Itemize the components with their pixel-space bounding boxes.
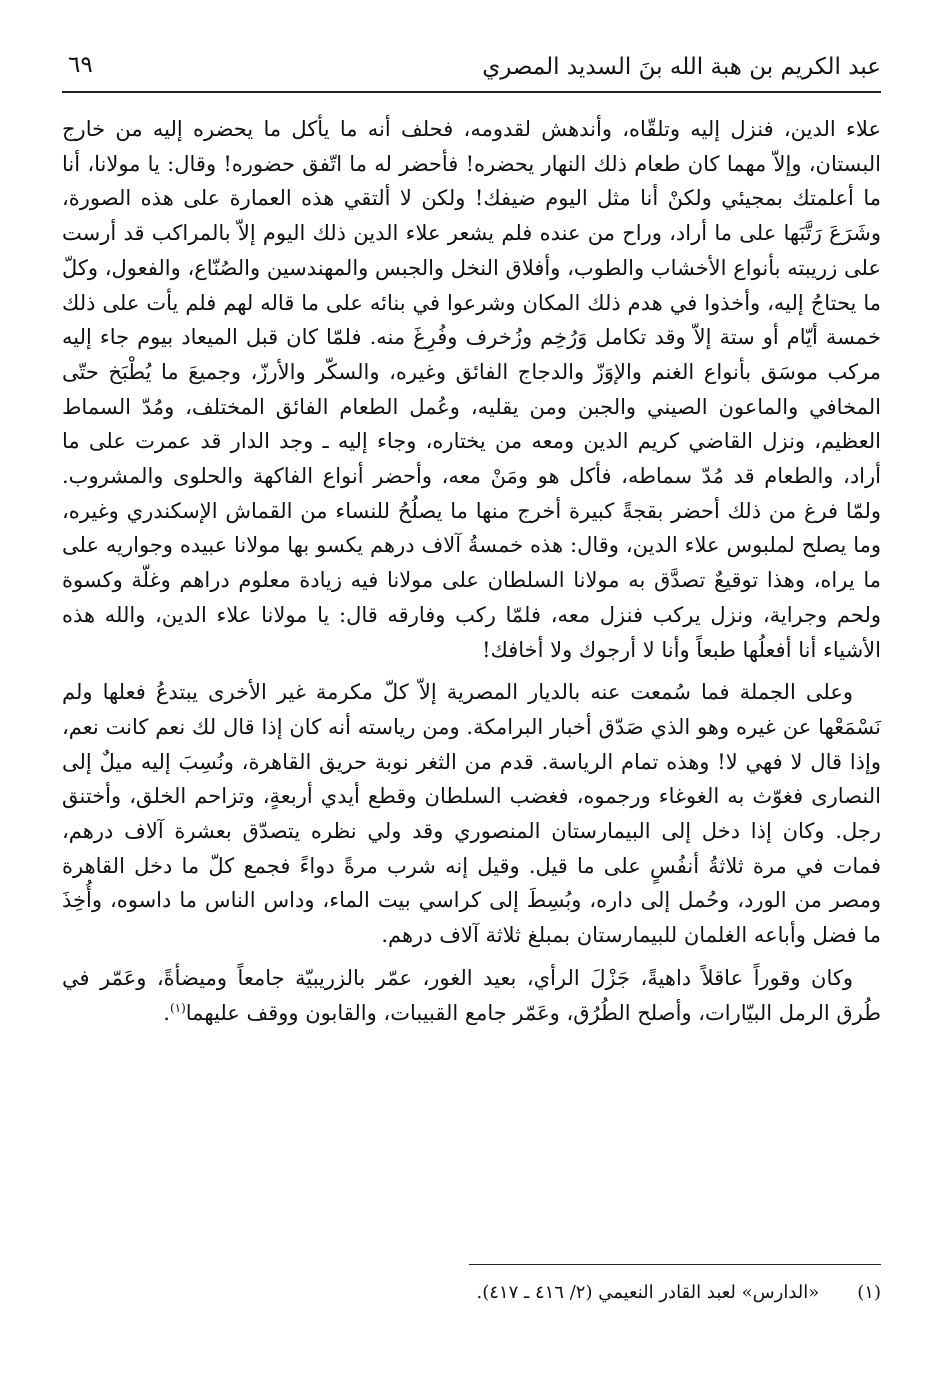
paragraph-3-end: .	[163, 1000, 170, 1025]
page-header	[62, 48, 881, 90]
paragraph-1: علاء الدين، فنزل إليه وتلقّاه، وأندهش لقدومه، فحلف أنه ما يأكل ما يحضره إليه من خارج البستان، وإلاّ مهما كان طعام ذلك النهار يحضره! فأحضر له ما اتّفق حضوره! وقال: يا مولانا، أنا ما أعلمتك بمجيئي ولكنْ أنا مثل اليوم ضيفك! ولكن لا ألتقي هذه العمارة على هذه الصورة، وشَرَعَ رَتَّبَها على ما أراد، وراح من عنده فلم يشعر علاء الدين ذلك اليوم إلاّ بالمراكب قد أرست على زريبته بأنواع الأخشاب والطوب، وأفلاق النخل والجبس والمهندسين والصُنّاع، والفعول، وكلّ ما يحتاجُ إليه، وأخذوا في هدم ذلك المكان وشرعوا في بنائه على ما قاله لهم فلم يأت على ذلك خمسة أيّام أو ستة إلاّ وقد تكامل وَرُخِم وزُخرف وفُرِغَ منه. فلمّا كان قبل الميعاد بيوم جاء إليه مركب موسَق بأنواع الغنم والإوَزّ والدجاج الفائق وغيره، والسكّر والأرزّ، وجميعَ ما يُطْبَخ حتّى المخافي والماعون الصيني والجبن ومن يقليه، وعُمل الطعام الفائق المختلف، ومُدّ السماط العظيم، ونزل القاضي كريم الدين ومعه من يختاره، وجاء إليه ـ وجد الدار قد عمرت على ما أراد، والطعام قد مُدّ سماطه، فأكل هو ومَنْ معه، وأحضر أنواع الفاكهة والحلوى والمشروب. ولمّا فرغ من ذلك أحضر بقجةً كبيرة أخرج منها ما يصلُحُ للنساء من القماش الإسكندري وغيره، وما يصلح لملبوس علاء الدين، وقال: هذه خمسةُ آلاف درهم يكسو بها مولانا عبيده وجواريه على ما يراه، وهذا توقيعٌ تصدَّق به مولانا السلطان على مولانا فيه زيادة معلوم دراهم وغلّة وكسوة ولحم وجراية، ونزل يركب فنزل معه، فلمّا ركب وفارقه قال: يا مولانا علاء الدين، والله هذه الأشياء أنا أفعلُها طبعاً وأنا لا أرجوك ولا أخافك!	[62, 117, 881, 662]
footnote-reference[interactable]: (١)	[169, 1000, 186, 1015]
footnote-divider	[469, 1264, 881, 1265]
header-divider	[62, 91, 881, 93]
footnote	[62, 1278, 881, 1308]
page-number: ٦٩	[68, 52, 93, 78]
paragraph-3	[62, 961, 881, 1030]
main-text	[62, 112, 881, 1030]
paragraph-3-text: وكان وقوراً عاقلاً داهيةً، جَزْلَ الرأي، بعيد الغور، عمّر بالزريبيّة جامعاً وميضأةً، وعَمّر في طُرق الرمل البيّارات، وأصلح الطُرُق، وعَمّر جامع القبيبات، والقابون ووقف عليهما	[62, 965, 881, 1025]
footnote-text: «الدارس» لعبد القادر النعيمي (٢/ ٤١٦ ـ ٤١٧).	[476, 1282, 820, 1303]
paragraph-2: وعلى الجملة فما سُمعت عنه بالديار المصرية إلاّ كلّ مكرمة غير الأخرى يبتدعُ فعلها ولم نَسْمَعْها عن غيره وهو الذي صَدّق أخبار البرامكة. ومن رياسته أنه كان إذا قال لك نعم كانت نعم، وإذا قال لا فهي لا! وهذه تمام الرياسة. قدم من الثغر نوبة حريق القاهرة، ونُسِبَ إليه ميلٌ إلى النصارى فغوّث به الغوغاء ورجموه، فغضب السلطان وقطع أيدي أربعةٍ، وتزاحم الخلق، وأختنق رجل. وكان إذا دخل إلى البيمارستان المنصوري وقد ولي نظره يتصدّق بعشرة آلاف درهم، فمات في مرة ثلاثةُ أنفُسٍ على ما قيل. وقيل إنه شرب مرةً دواءً فجمع كلّ ما دخل القاهرة ومصر من الورد، وحُمل إلى داره، وبُسِطَ إلى كراسي بيت الماء، وداس الناس ما داسوه، وأُخِذَ ما فضل وأباعه الغلمان للبيمارستان بمبلغ ثلاثة آلاف درهم.	[62, 680, 881, 948]
running-title: عبد الكريم بن هبة الله بنَ السديد المصري	[482, 54, 881, 80]
footnote-number: (١)	[857, 1282, 881, 1303]
